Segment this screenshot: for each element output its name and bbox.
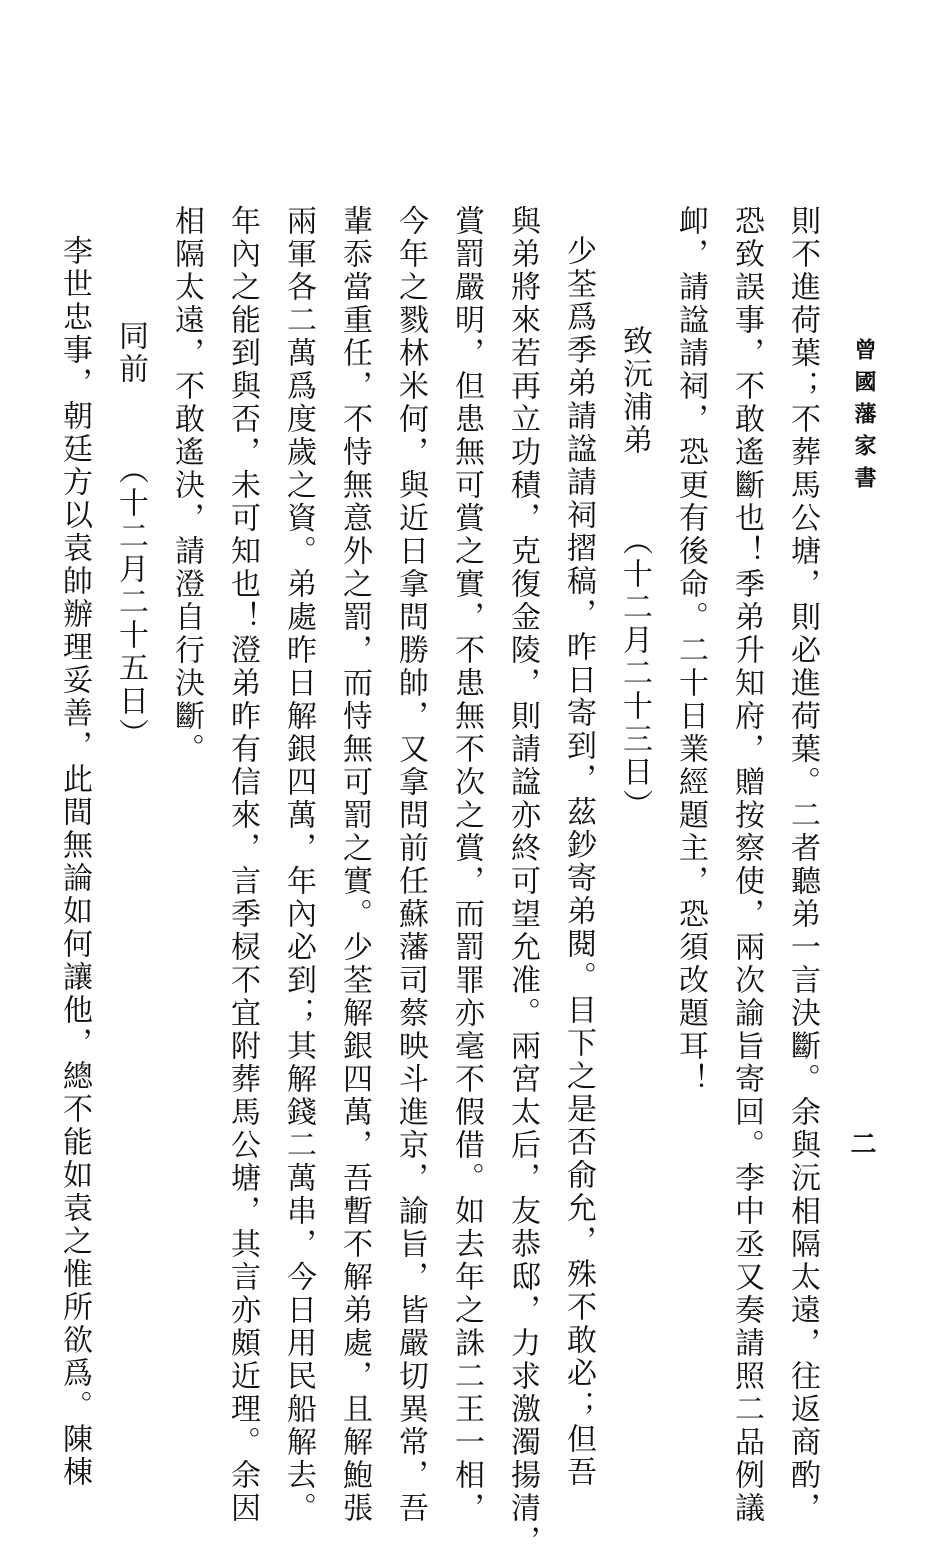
- text-column-2: 恐致誤事，不敢遙斷也！季弟升知府，贈按察使，兩次諭旨寄回。李中丞又奏請照二品例議: [729, 205, 764, 1525]
- page-number: 二: [846, 1130, 876, 1156]
- text-column-7: 賞罰嚴明，但患無可賞之實，不患無不次之賞，而罰罪亦毫不假借。如去年之誅二王一相，: [449, 205, 484, 1525]
- letter-heading: 同前: [113, 320, 148, 386]
- document-body: [46, 205, 830, 1558]
- letter-date: （十二月二十三日）: [617, 525, 652, 822]
- text-column-10: 兩軍各二萬爲度歲之資。弟處昨日解銀四萬，年內必到；其解錢二萬串，今日用民船解去。: [281, 205, 316, 1525]
- book-title: 曾國藩家書: [851, 338, 877, 498]
- letter-recipient: 致沅浦弟: [617, 325, 652, 457]
- text-column-11: 年內之能到與否，未可知也！澄弟昨有信來，言季棂不宜附葬馬公塘，其言亦頗近理。余因: [225, 205, 260, 1525]
- text-column-8: 今年之戮林米何，與近日拿問勝帥，又拿問前任蘇藩司蔡映斗進京，諭旨，皆嚴切異常，吾: [393, 205, 428, 1525]
- text-column-9: 輩忝當重任，不恃無意外之罰，而恃無可罰之實。少荃解銀四萬，吾暫不解弟處，且解鮑張: [337, 205, 372, 1525]
- text-column-6: 與弟將來若再立功積，克復金陵，則請諡亦終可望允准。兩宮太后，友恭邸，力求激濁揚清，: [505, 205, 540, 1558]
- text-column-14: 李世忠事，朝廷方以袁帥辦理妥善，此間無論如何讓他，總不能如袁之惟所欲爲。陳棟: [57, 235, 92, 1489]
- text-column-3: 卹，請諡請祠，恐更有後命。二十日業經題主，恐須改題耳！: [673, 205, 708, 1096]
- letter-date-2: （十二月二十五日）: [113, 454, 148, 751]
- letter-title-1: [606, 205, 662, 1425]
- text-column-5: 少荃爲季弟請諡請祠摺稿，昨日寄到，茲鈔寄弟閱。目下之是否俞允，殊不敢必；但吾: [561, 235, 596, 1489]
- letter-title-2: [102, 205, 158, 1425]
- text-column-1: 則不進荷葉；不葬馬公塘，則必進荷葉。二者聽弟一言決斷。余與沅相隔太遠，往返商酌，: [785, 205, 820, 1525]
- text-column-12: 相隔太遠，不敢遙決，請澄自行決斷。: [169, 205, 204, 766]
